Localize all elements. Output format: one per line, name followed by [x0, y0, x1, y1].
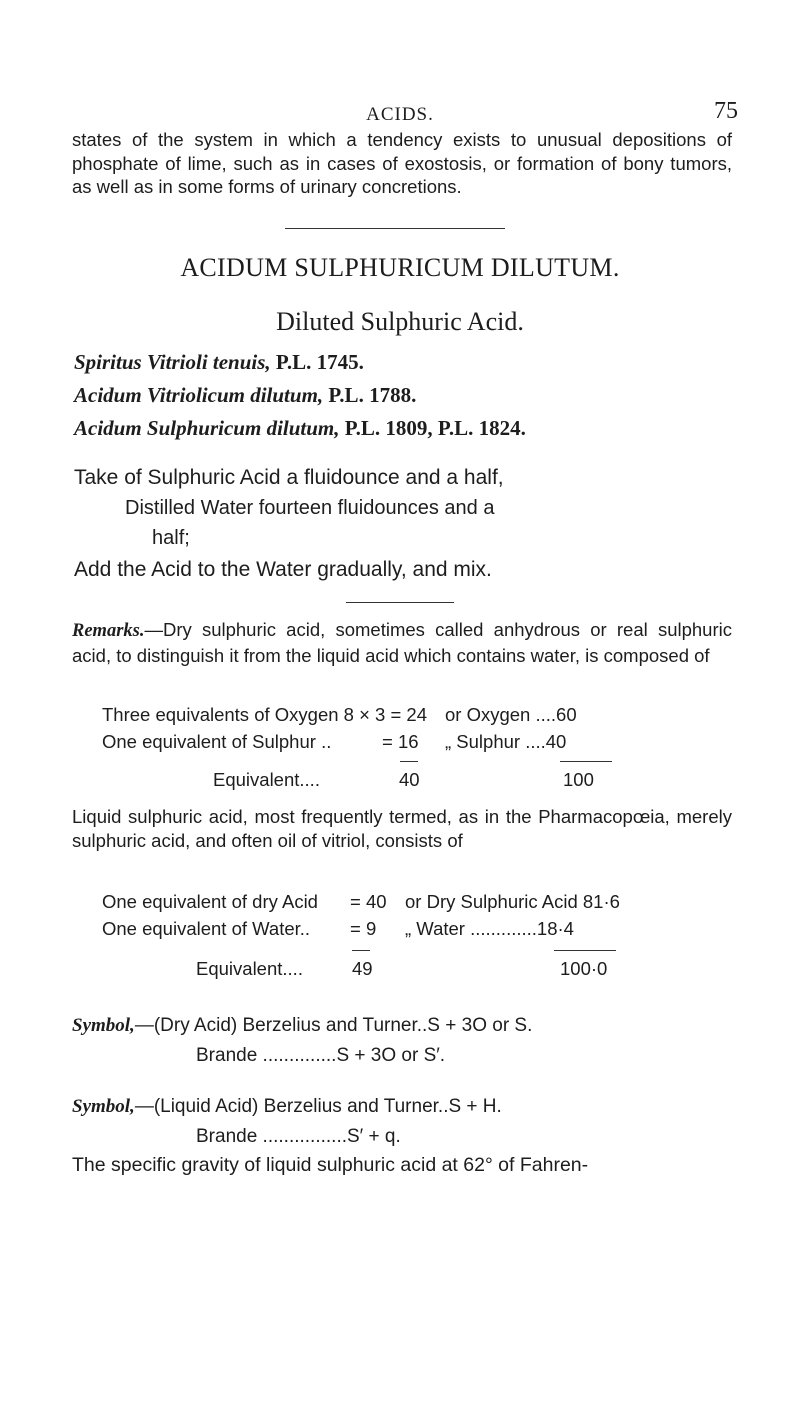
closing-line: The specific gravity of liquid sulphuric acid at 62° of Fahren-: [72, 1154, 589, 1176]
recipe-line: half;: [152, 527, 190, 549]
section-title: ACIDUM SULPHURICUM DILUTUM.: [180, 253, 620, 282]
sum-rule: [554, 950, 616, 951]
composition-row-mid: = 9: [350, 918, 377, 939]
composition-row: One equivalent of Water..: [102, 918, 311, 939]
synonym-name: Acidum Sulphuricum dilutum,: [74, 416, 340, 440]
total-value: 49: [352, 958, 373, 979]
sum-rule: [400, 761, 418, 762]
recipe-line: Distilled Water fourteen fluidounces and a: [125, 497, 495, 519]
symbol-text: —(Liquid Acid) Berzelius and Turner..S + H.: [134, 1096, 502, 1117]
page-number: 75: [714, 98, 738, 124]
composition-row-right: or Oxygen ....60: [445, 704, 577, 725]
composition-row: One equivalent of Sulphur ..: [102, 731, 332, 752]
remarks-label: Remarks.: [72, 621, 145, 641]
synonym-ref: P.L. 1809, P.L. 1824.: [344, 416, 526, 440]
composition-row-mid: = 16: [382, 731, 419, 752]
composition-row: [102, 704, 427, 726]
composition-row-right: „ Water .............18·4: [405, 918, 574, 939]
composition-row-mid: = 40: [350, 891, 387, 912]
symbol-label: Symbol,: [72, 1015, 135, 1036]
intro-paragraph: states of the system in which a tendency exists to unusual depositions of phosphate of lime, such as in cases of exostosis, or formation of bony tumors, as well as in some forms of urinary concretions.: [72, 129, 732, 197]
composition-row: One equivalent of dry Acid: [102, 891, 318, 912]
remarks-divider: [346, 602, 454, 603]
symbol-line: [72, 1015, 532, 1037]
section-divider: [285, 228, 505, 229]
section-subtitle: Diluted Sulphuric Acid.: [276, 307, 524, 336]
recipe-line: Take of Sulphuric Acid a fluidounce and a half,: [74, 466, 504, 489]
synonym-line: [74, 416, 526, 441]
synonym-name: Spiritus Vitrioli tenuis,: [74, 350, 271, 374]
total-value: 40: [399, 769, 420, 790]
liquid-paragraph: Liquid sulphuric acid, most frequently termed, as in the Pharmacopœia, merely sulphuric acid, and often oil of vitriol, consists of: [72, 806, 732, 851]
synonym-line: [74, 383, 416, 408]
symbol-text: —(Dry Acid) Berzelius and Turner..S + 3O or S.: [134, 1015, 533, 1036]
remarks-paragraph: [72, 618, 732, 667]
symbol-label: Symbol,: [72, 1096, 135, 1117]
total-percent: 100·0: [560, 958, 608, 979]
remarks-text: —Dry sulphuric acid, sometimes called anhydrous or real sulphuric acid, to distinguish it from the liquid acid which contains water, is composed of: [72, 619, 732, 666]
composition-row-right: „ Sulphur ....40: [445, 731, 567, 752]
symbol-line: [72, 1096, 502, 1118]
row-label: Three equivalents of Oxygen 8 × 3 = 24: [102, 704, 427, 725]
synonym-ref: P.L. 1788.: [328, 383, 417, 407]
recipe-line: Add the Acid to the Water gradually, and mix.: [74, 558, 492, 581]
sum-rule: [352, 950, 370, 951]
symbol-line: Brande ................S′ + q.: [196, 1126, 401, 1147]
synonym-line: [74, 350, 364, 375]
composition-row-right: or Dry Sulphuric Acid 81·6: [405, 891, 620, 912]
total-percent: 100: [563, 769, 594, 790]
total-label: Equivalent....: [196, 958, 303, 979]
running-header: ACIDS.: [366, 104, 434, 125]
symbol-line: Brande ..............S + 3O or S′.: [196, 1045, 446, 1066]
total-label: Equivalent....: [213, 769, 320, 790]
synonym-ref: P.L. 1745.: [275, 350, 364, 374]
synonym-name: Acidum Vitriolicum dilutum,: [74, 383, 324, 407]
sum-rule: [560, 761, 612, 762]
